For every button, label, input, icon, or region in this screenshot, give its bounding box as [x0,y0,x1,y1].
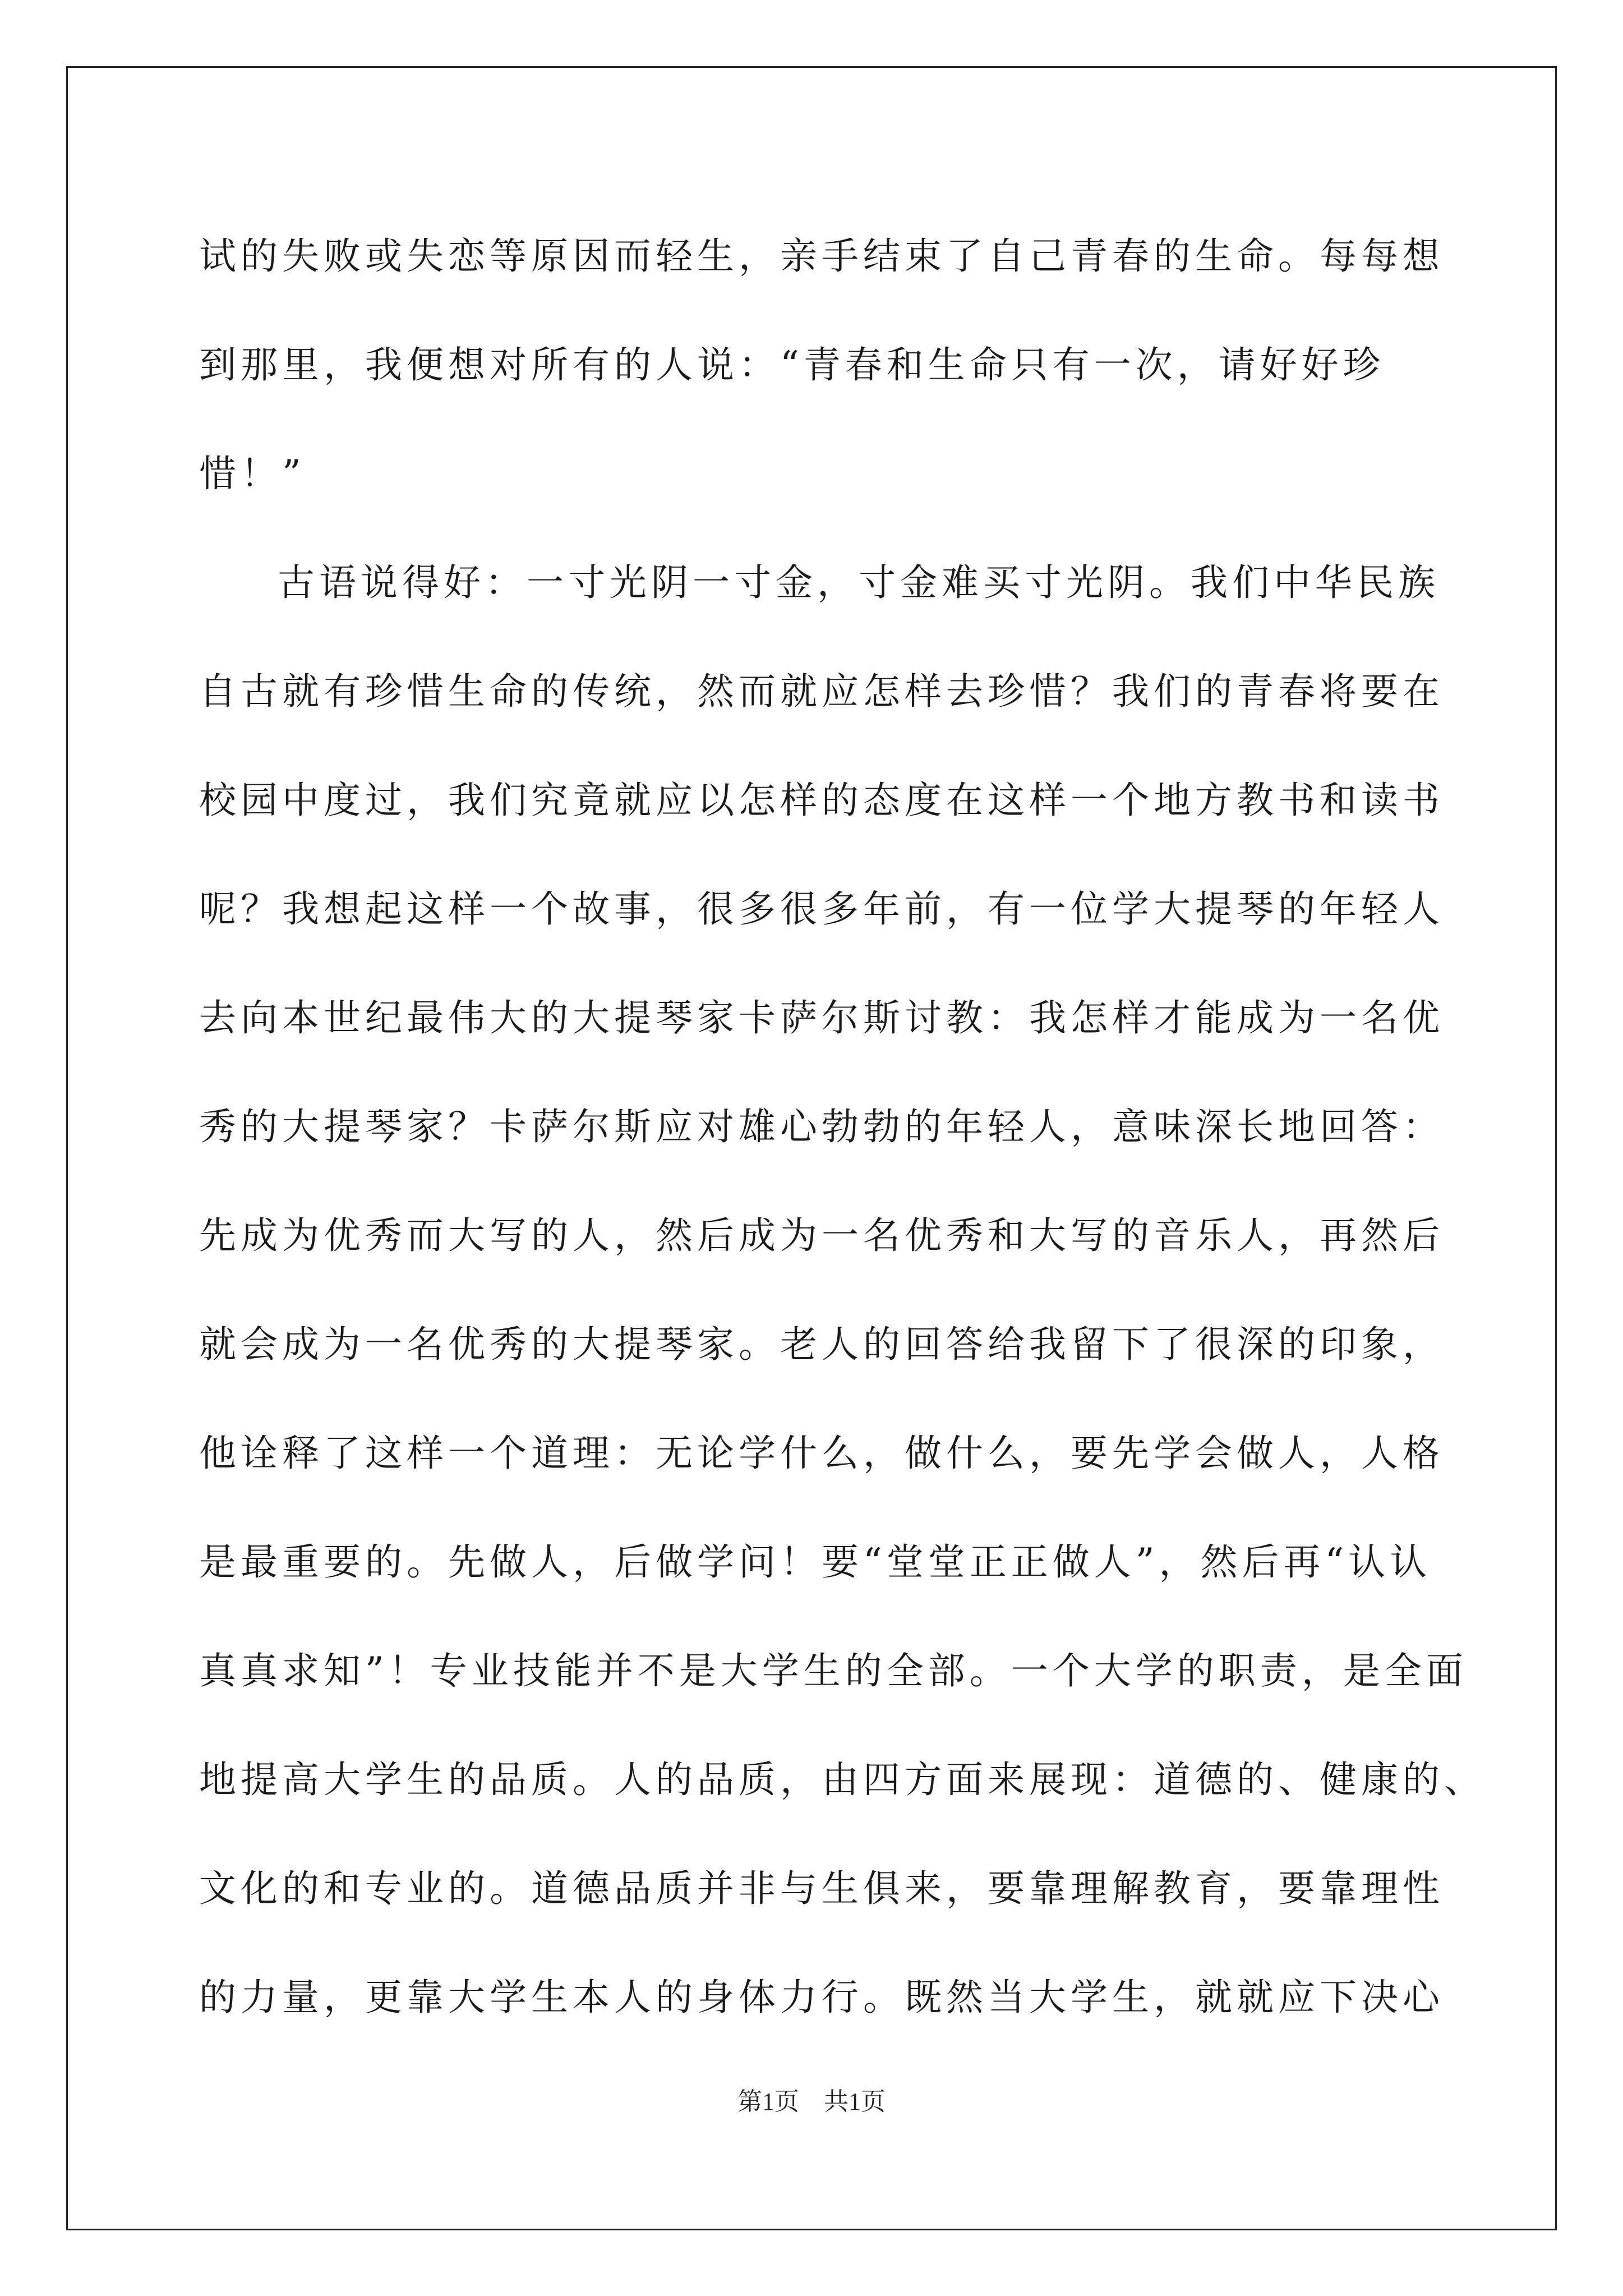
document-body [199,202,1486,2052]
text-line: 校园中度过，我们究竟就应以怎样的态度在这样一个地方教书和读书 [199,779,1444,822]
text-line: 的力量，更靠大学生本人的身体力行。既然当大学生，就就应下决心 [199,1976,1444,2019]
page-footer: 第1页 共1页 [737,2088,886,2115]
text-line: 他诠释了这样一个道理：无论学什么，做什么，要先学会做人，人格 [199,1432,1444,1475]
text-line: 是最重要的。先做人，后做学问！要“堂堂正正做人”，然后再“认认 [199,1540,1432,1584]
text-line: 自古就有珍惜生命的传统，然而就应怎样去珍惜？我们的青春将要在 [199,670,1444,713]
text-line: 到那里，我便想对所有的人说：“青春和生命只有一次，请好好珍 [199,343,1385,386]
text-line: 秀的大提琴家？卡萨尔斯应对雄心勃勃的年轻人，意味深长地回答： [199,1105,1444,1148]
text-line: 古语说得好：一寸光阴一寸金，寸金难买寸光阴。我们中华民族 [278,561,1440,604]
text-line: 试的失败或失恋等原因而轻生，亲手结束了自己青春的生命。每每想 [199,234,1444,278]
text-line: 真真求知”！专业技能并不是大学生的全部。一个大学的职责，是全面 [199,1649,1468,1692]
text-line: 文化的和专业的。道德品质并非与生俱来，要靠理解教育，要靠理性 [199,1867,1444,1910]
text-line: 就会成为一名优秀的大提琴家。老人的回答给我留下了很深的印象， [199,1323,1444,1366]
text-line: 地提高大学生的品质。人的品质，由四方面来展现：道德的、健康的、 [199,1758,1486,1801]
text-line: 惜！” [199,452,306,495]
text-line: 先成为优秀而大写的人，然后成为一名优秀和大写的音乐人，再然后 [199,1214,1444,1257]
text-line: 去向本世纪最伟大的大提琴家卡萨尔斯讨教：我怎样才能成为一名优 [199,996,1444,1039]
text-line: 呢？我想起这样一个故事，很多很多年前，有一位学大提琴的年轻人 [199,887,1444,931]
